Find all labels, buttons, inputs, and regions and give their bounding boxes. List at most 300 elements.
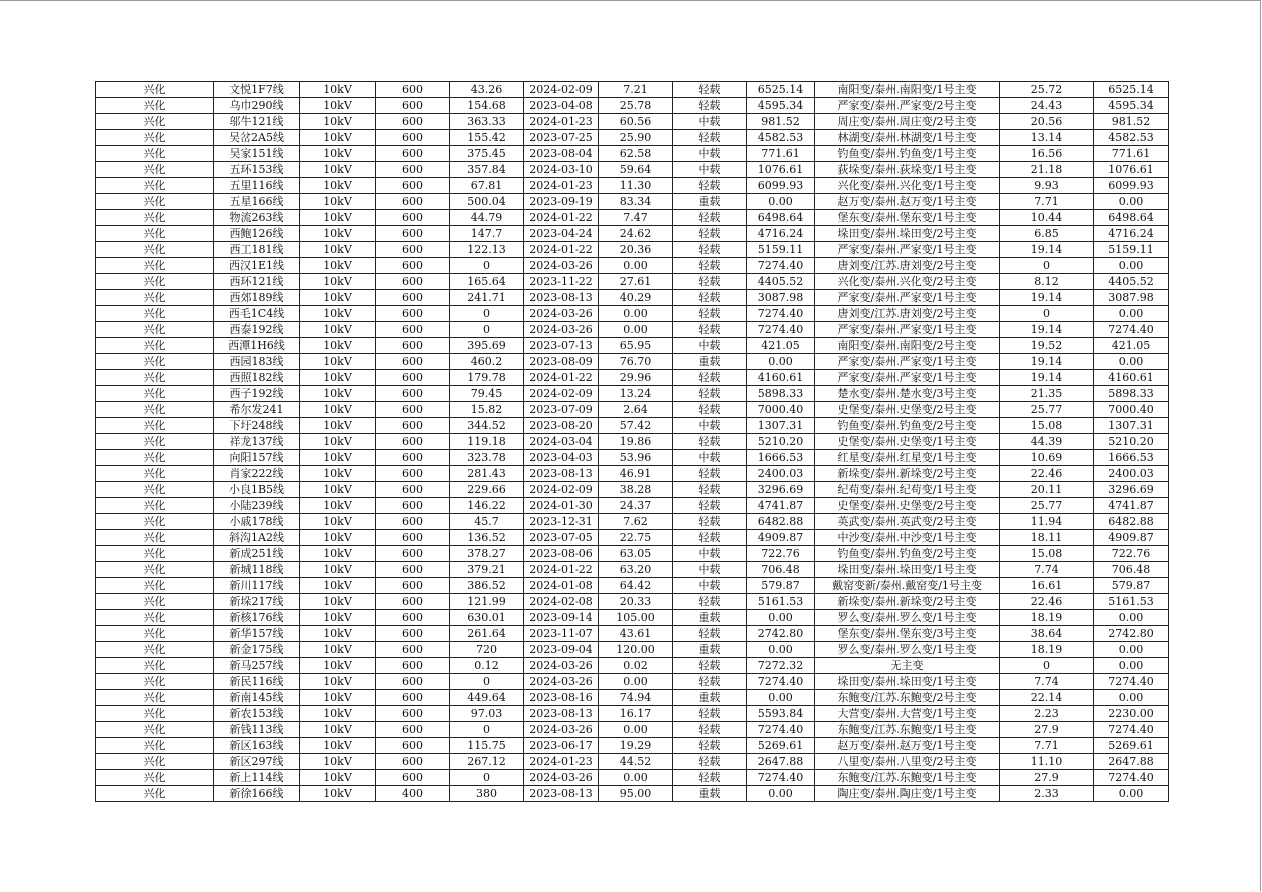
table-row	[96, 242, 1169, 258]
capacity-cell: 600	[376, 130, 450, 146]
available-capacity-cell: 6525.14	[747, 82, 815, 98]
date-cell: 2023-04-08	[524, 98, 599, 114]
region-cell: 兴化	[96, 338, 214, 354]
voltage-cell: 10kV	[300, 770, 376, 786]
voltage-cell: 10kV	[300, 114, 376, 130]
capacity-cell: 600	[376, 482, 450, 498]
load-cell: 67.81	[450, 178, 524, 194]
table-row	[96, 98, 1169, 114]
transformer-load-rate-cell: 25.77	[1000, 402, 1094, 418]
load-status-cell: 中载	[673, 162, 747, 178]
load-rate-cell: 62.58	[599, 146, 673, 162]
table-row	[96, 626, 1169, 642]
date-cell: 2024-01-22	[524, 562, 599, 578]
transformer-load-rate-cell: 15.08	[1000, 418, 1094, 434]
remaining-capacity-cell: 0.00	[1094, 642, 1169, 658]
remaining-capacity-cell: 722.76	[1094, 546, 1169, 562]
region-cell: 兴化	[96, 482, 214, 498]
load-rate-cell: 63.05	[599, 546, 673, 562]
capacity-cell: 600	[376, 642, 450, 658]
line-name-cell: 新南145线	[214, 690, 300, 706]
line-name-cell: 新华157线	[214, 626, 300, 642]
available-capacity-cell: 4716.24	[747, 226, 815, 242]
table-row	[96, 418, 1169, 434]
region-cell: 兴化	[96, 578, 214, 594]
region-cell: 兴化	[96, 738, 214, 754]
table-row	[96, 706, 1169, 722]
table-row	[96, 338, 1169, 354]
available-capacity-cell: 579.87	[747, 578, 815, 594]
remaining-capacity-cell: 2647.88	[1094, 754, 1169, 770]
region-cell: 兴化	[96, 226, 214, 242]
date-cell: 2023-12-31	[524, 514, 599, 530]
remaining-capacity-cell: 1666.53	[1094, 450, 1169, 466]
voltage-cell: 10kV	[300, 210, 376, 226]
load-status-cell: 轻载	[673, 434, 747, 450]
capacity-cell: 600	[376, 450, 450, 466]
line-name-cell: 西毛1C4线	[214, 306, 300, 322]
remaining-capacity-cell: 3087.98	[1094, 290, 1169, 306]
load-rate-cell: 2.64	[599, 402, 673, 418]
date-cell: 2023-06-17	[524, 738, 599, 754]
load-cell: 0	[450, 258, 524, 274]
remaining-capacity-cell: 0.00	[1094, 690, 1169, 706]
line-name-cell: 五环153线	[214, 162, 300, 178]
capacity-cell: 600	[376, 578, 450, 594]
table-row	[96, 514, 1169, 530]
load-status-cell: 重载	[673, 610, 747, 626]
table-row	[96, 226, 1169, 242]
line-name-cell: 西泰192线	[214, 322, 300, 338]
remaining-capacity-cell: 0.00	[1094, 258, 1169, 274]
transformer-cell: 新垛变/泰州.新垛变/2号主变	[815, 466, 1000, 482]
capacity-cell: 600	[376, 498, 450, 514]
load-rate-cell: 20.36	[599, 242, 673, 258]
load-cell: 630.01	[450, 610, 524, 626]
load-status-cell: 轻载	[673, 706, 747, 722]
line-name-cell: 新区297线	[214, 754, 300, 770]
load-status-cell: 重载	[673, 194, 747, 210]
voltage-cell: 10kV	[300, 338, 376, 354]
load-rate-cell: 22.75	[599, 530, 673, 546]
available-capacity-cell: 981.52	[747, 114, 815, 130]
date-cell: 2024-03-26	[524, 674, 599, 690]
available-capacity-cell: 7274.40	[747, 770, 815, 786]
transformer-load-rate-cell: 7.71	[1000, 194, 1094, 210]
table-row	[96, 130, 1169, 146]
capacity-cell: 600	[376, 82, 450, 98]
date-cell: 2023-08-20	[524, 418, 599, 434]
remaining-capacity-cell: 2400.03	[1094, 466, 1169, 482]
voltage-cell: 10kV	[300, 418, 376, 434]
voltage-cell: 10kV	[300, 498, 376, 514]
load-status-cell: 轻载	[673, 754, 747, 770]
date-cell: 2023-07-13	[524, 338, 599, 354]
region-cell: 兴化	[96, 162, 214, 178]
transformer-cell: 钓鱼变/泰州.钓鱼变/2号主变	[815, 546, 1000, 562]
line-name-cell: 新钱113线	[214, 722, 300, 738]
load-rate-cell: 0.00	[599, 674, 673, 690]
date-cell: 2024-01-23	[524, 114, 599, 130]
transformer-cell: 史堡变/泰州.史堡变/2号主变	[815, 498, 1000, 514]
line-name-cell: 西照182线	[214, 370, 300, 386]
voltage-cell: 10kV	[300, 178, 376, 194]
line-name-cell: 新马257线	[214, 658, 300, 674]
voltage-cell: 10kV	[300, 242, 376, 258]
voltage-cell: 10kV	[300, 386, 376, 402]
load-rate-cell: 25.90	[599, 130, 673, 146]
load-cell: 395.69	[450, 338, 524, 354]
line-name-cell: 新成251线	[214, 546, 300, 562]
transformer-load-rate-cell: 18.19	[1000, 610, 1094, 626]
date-cell: 2024-02-09	[524, 82, 599, 98]
load-cell: 165.64	[450, 274, 524, 290]
transformer-cell: 罗么变/泰州.罗么变/1号主变	[815, 610, 1000, 626]
load-cell: 179.78	[450, 370, 524, 386]
line-name-cell: 邬牛121线	[214, 114, 300, 130]
table-row	[96, 594, 1169, 610]
voltage-cell: 10kV	[300, 546, 376, 562]
load-cell: 229.66	[450, 482, 524, 498]
line-name-cell: 祥龙137线	[214, 434, 300, 450]
region-cell: 兴化	[96, 114, 214, 130]
transformer-load-rate-cell: 8.12	[1000, 274, 1094, 290]
date-cell: 2023-09-04	[524, 642, 599, 658]
voltage-cell: 10kV	[300, 274, 376, 290]
voltage-cell: 10kV	[300, 674, 376, 690]
voltage-cell: 10kV	[300, 658, 376, 674]
remaining-capacity-cell: 7274.40	[1094, 674, 1169, 690]
load-cell: 241.71	[450, 290, 524, 306]
load-cell: 121.99	[450, 594, 524, 610]
load-rate-cell: 24.37	[599, 498, 673, 514]
load-status-cell: 中载	[673, 114, 747, 130]
transformer-cell: 堡东变/泰州.堡东变/3号主变	[815, 626, 1000, 642]
available-capacity-cell: 6498.64	[747, 210, 815, 226]
transformer-cell: 东鲍变/江苏.东鲍变/2号主变	[815, 690, 1000, 706]
load-rate-cell: 19.86	[599, 434, 673, 450]
voltage-cell: 10kV	[300, 594, 376, 610]
region-cell: 兴化	[96, 322, 214, 338]
table-row	[96, 738, 1169, 754]
line-name-cell: 新上114线	[214, 770, 300, 786]
transformer-cell: 垛田变/泰州.垛田变/1号主变	[815, 562, 1000, 578]
load-rate-cell: 13.24	[599, 386, 673, 402]
load-rate-cell: 76.70	[599, 354, 673, 370]
available-capacity-cell: 7000.40	[747, 402, 815, 418]
available-capacity-cell: 0.00	[747, 354, 815, 370]
region-cell: 兴化	[96, 434, 214, 450]
region-cell: 兴化	[96, 82, 214, 98]
capacity-cell: 600	[376, 594, 450, 610]
capacity-cell: 600	[376, 722, 450, 738]
available-capacity-cell: 7274.40	[747, 258, 815, 274]
transformer-cell: 周庄变/泰州.周庄变/2号主变	[815, 114, 1000, 130]
load-status-cell: 轻载	[673, 498, 747, 514]
region-cell: 兴化	[96, 642, 214, 658]
load-rate-cell: 95.00	[599, 786, 673, 802]
load-cell: 323.78	[450, 450, 524, 466]
transformer-load-rate-cell: 11.10	[1000, 754, 1094, 770]
transformer-cell: 史堡变/泰州.史堡变/2号主变	[815, 402, 1000, 418]
available-capacity-cell: 0.00	[747, 786, 815, 802]
load-cell: 154.68	[450, 98, 524, 114]
date-cell: 2023-08-13	[524, 290, 599, 306]
table-row	[96, 194, 1169, 210]
remaining-capacity-cell: 421.05	[1094, 338, 1169, 354]
voltage-cell: 10kV	[300, 322, 376, 338]
table-row	[96, 290, 1169, 306]
remaining-capacity-cell: 5159.11	[1094, 242, 1169, 258]
transformer-cell: 红星变/泰州.红星变/1号主变	[815, 450, 1000, 466]
remaining-capacity-cell: 1307.31	[1094, 418, 1169, 434]
load-status-cell: 中载	[673, 562, 747, 578]
table-row	[96, 578, 1169, 594]
line-name-cell: 斜沟1A2线	[214, 530, 300, 546]
date-cell: 2023-07-09	[524, 402, 599, 418]
load-status-cell: 重载	[673, 354, 747, 370]
load-cell: 79.45	[450, 386, 524, 402]
transformer-load-rate-cell: 9.93	[1000, 178, 1094, 194]
capacity-cell: 600	[376, 354, 450, 370]
date-cell: 2024-02-09	[524, 482, 599, 498]
transformer-load-rate-cell: 22.46	[1000, 594, 1094, 610]
transformer-cell: 无主变	[815, 658, 1000, 674]
load-rate-cell: 40.29	[599, 290, 673, 306]
remaining-capacity-cell: 7274.40	[1094, 322, 1169, 338]
load-rate-cell: 38.28	[599, 482, 673, 498]
region-cell: 兴化	[96, 386, 214, 402]
region-cell: 兴化	[96, 98, 214, 114]
line-name-cell: 西汉1E1线	[214, 258, 300, 274]
table-row	[96, 482, 1169, 498]
load-status-cell: 重载	[673, 690, 747, 706]
capacity-cell: 600	[376, 274, 450, 290]
remaining-capacity-cell: 2230.00	[1094, 706, 1169, 722]
capacity-cell: 600	[376, 738, 450, 754]
transformer-cell: 唐刘变/江苏.唐刘变/2号主变	[815, 258, 1000, 274]
load-rate-cell: 0.00	[599, 322, 673, 338]
capacity-cell: 600	[376, 306, 450, 322]
transformer-cell: 英武变/泰州.英武变/2号主变	[815, 514, 1000, 530]
transformer-load-rate-cell: 6.85	[1000, 226, 1094, 242]
voltage-cell: 10kV	[300, 578, 376, 594]
transformer-load-rate-cell: 16.56	[1000, 146, 1094, 162]
date-cell: 2023-08-16	[524, 690, 599, 706]
region-cell: 兴化	[96, 306, 214, 322]
load-rate-cell: 0.00	[599, 258, 673, 274]
transformer-cell: 荻垛变/泰州.荻垛变/1号主变	[815, 162, 1000, 178]
load-cell: 386.52	[450, 578, 524, 594]
available-capacity-cell: 4405.52	[747, 274, 815, 290]
remaining-capacity-cell: 5898.33	[1094, 386, 1169, 402]
region-cell: 兴化	[96, 690, 214, 706]
capacity-cell: 600	[376, 418, 450, 434]
transformer-cell: 赵万变/泰州.赵万变/1号主变	[815, 738, 1000, 754]
load-status-cell: 轻载	[673, 322, 747, 338]
date-cell: 2024-01-22	[524, 370, 599, 386]
capacity-cell: 600	[376, 98, 450, 114]
table-row	[96, 642, 1169, 658]
transformer-load-rate-cell: 20.11	[1000, 482, 1094, 498]
remaining-capacity-cell: 0.00	[1094, 354, 1169, 370]
table-row	[96, 466, 1169, 482]
table-row	[96, 722, 1169, 738]
line-name-cell: 新区163线	[214, 738, 300, 754]
remaining-capacity-cell: 5269.61	[1094, 738, 1169, 754]
load-rate-cell: 65.95	[599, 338, 673, 354]
capacity-cell: 600	[376, 178, 450, 194]
table-row	[96, 690, 1169, 706]
transformer-load-rate-cell: 25.77	[1000, 498, 1094, 514]
load-rate-cell: 0.02	[599, 658, 673, 674]
load-cell: 115.75	[450, 738, 524, 754]
available-capacity-cell: 7274.40	[747, 722, 815, 738]
voltage-cell: 10kV	[300, 706, 376, 722]
load-status-cell: 轻载	[673, 210, 747, 226]
region-cell: 兴化	[96, 402, 214, 418]
capacity-cell: 600	[376, 162, 450, 178]
available-capacity-cell: 1307.31	[747, 418, 815, 434]
voltage-cell: 10kV	[300, 194, 376, 210]
load-rate-cell: 53.96	[599, 450, 673, 466]
remaining-capacity-cell: 4582.53	[1094, 130, 1169, 146]
date-cell: 2024-02-09	[524, 386, 599, 402]
transformer-load-rate-cell: 7.71	[1000, 738, 1094, 754]
region-cell: 兴化	[96, 130, 214, 146]
load-cell: 380	[450, 786, 524, 802]
table-row	[96, 530, 1169, 546]
load-rate-cell: 0.00	[599, 722, 673, 738]
load-cell: 45.7	[450, 514, 524, 530]
line-name-cell: 新金175线	[214, 642, 300, 658]
line-name-cell: 新民116线	[214, 674, 300, 690]
capacity-cell: 400	[376, 786, 450, 802]
voltage-cell: 10kV	[300, 690, 376, 706]
transformer-load-rate-cell: 18.19	[1000, 642, 1094, 658]
load-cell: 43.26	[450, 82, 524, 98]
load-cell: 146.22	[450, 498, 524, 514]
remaining-capacity-cell: 4595.34	[1094, 98, 1169, 114]
table-row	[96, 162, 1169, 178]
table-row	[96, 386, 1169, 402]
transformer-load-rate-cell: 18.11	[1000, 530, 1094, 546]
table-row	[96, 210, 1169, 226]
voltage-cell: 10kV	[300, 402, 376, 418]
available-capacity-cell: 0.00	[747, 194, 815, 210]
region-cell: 兴化	[96, 258, 214, 274]
transformer-load-rate-cell: 27.9	[1000, 722, 1094, 738]
load-status-cell: 轻载	[673, 402, 747, 418]
capacity-cell: 600	[376, 546, 450, 562]
available-capacity-cell: 706.48	[747, 562, 815, 578]
table-row	[96, 82, 1169, 98]
transformer-load-rate-cell: 19.14	[1000, 354, 1094, 370]
date-cell: 2023-08-13	[524, 706, 599, 722]
transformer-load-rate-cell: 44.39	[1000, 434, 1094, 450]
available-capacity-cell: 0.00	[747, 642, 815, 658]
load-rate-cell: 19.29	[599, 738, 673, 754]
table-row	[96, 258, 1169, 274]
transformer-cell: 钓鱼变/泰州.钓鱼变/2号主变	[815, 418, 1000, 434]
date-cell: 2023-11-07	[524, 626, 599, 642]
region-cell: 兴化	[96, 594, 214, 610]
voltage-cell: 10kV	[300, 722, 376, 738]
load-rate-cell: 20.33	[599, 594, 673, 610]
load-cell: 378.27	[450, 546, 524, 562]
capacity-cell: 600	[376, 626, 450, 642]
line-name-cell: 五星166线	[214, 194, 300, 210]
voltage-cell: 10kV	[300, 642, 376, 658]
load-status-cell: 重载	[673, 786, 747, 802]
available-capacity-cell: 5593.84	[747, 706, 815, 722]
region-cell: 兴化	[96, 610, 214, 626]
transformer-cell: 唐刘变/江苏.唐刘变/2号主变	[815, 306, 1000, 322]
load-cell: 357.84	[450, 162, 524, 178]
transformer-cell: 罗么变/泰州.罗么变/1号主变	[815, 642, 1000, 658]
available-capacity-cell: 4909.87	[747, 530, 815, 546]
load-status-cell: 中载	[673, 546, 747, 562]
date-cell: 2024-01-30	[524, 498, 599, 514]
table-row	[96, 498, 1169, 514]
date-cell: 2023-08-09	[524, 354, 599, 370]
available-capacity-cell: 5161.53	[747, 594, 815, 610]
capacity-cell: 600	[376, 562, 450, 578]
line-name-cell: 乌巾290线	[214, 98, 300, 114]
transformer-cell: 兴化变/泰州.兴化变/2号主变	[815, 274, 1000, 290]
load-status-cell: 轻载	[673, 594, 747, 610]
remaining-capacity-cell: 5161.53	[1094, 594, 1169, 610]
line-name-cell: 小陆239线	[214, 498, 300, 514]
available-capacity-cell: 1666.53	[747, 450, 815, 466]
load-cell: 119.18	[450, 434, 524, 450]
transformer-cell: 陶庄变/泰州.陶庄变/1号主变	[815, 786, 1000, 802]
capacity-cell: 600	[376, 754, 450, 770]
transformer-load-rate-cell: 0	[1000, 658, 1094, 674]
table-row	[96, 306, 1169, 322]
capacity-cell: 600	[376, 338, 450, 354]
load-status-cell: 中载	[673, 146, 747, 162]
load-status-cell: 轻载	[673, 530, 747, 546]
transformer-cell: 钓鱼变/泰州.钓鱼变/1号主变	[815, 146, 1000, 162]
available-capacity-cell: 6099.93	[747, 178, 815, 194]
transformer-load-rate-cell: 10.44	[1000, 210, 1094, 226]
load-status-cell: 中载	[673, 450, 747, 466]
transformer-cell: 严家变/泰州.严家变/1号主变	[815, 370, 1000, 386]
transformer-load-rate-cell: 7.74	[1000, 674, 1094, 690]
available-capacity-cell: 7274.40	[747, 322, 815, 338]
table-row	[96, 674, 1169, 690]
date-cell: 2023-08-13	[524, 786, 599, 802]
load-rate-cell: 29.96	[599, 370, 673, 386]
load-rate-cell: 7.47	[599, 210, 673, 226]
date-cell: 2024-03-26	[524, 306, 599, 322]
load-rate-cell: 74.94	[599, 690, 673, 706]
capacity-cell: 600	[376, 658, 450, 674]
transformer-load-rate-cell: 2.23	[1000, 706, 1094, 722]
remaining-capacity-cell: 0.00	[1094, 194, 1169, 210]
transformer-cell: 林湖变/泰州.林湖变/1号主变	[815, 130, 1000, 146]
load-status-cell: 轻载	[673, 674, 747, 690]
transformer-load-rate-cell: 38.64	[1000, 626, 1094, 642]
load-status-cell: 轻载	[673, 770, 747, 786]
capacity-cell: 600	[376, 226, 450, 242]
load-rate-cell: 120.00	[599, 642, 673, 658]
line-name-cell: 西鲍126线	[214, 226, 300, 242]
region-cell: 兴化	[96, 418, 214, 434]
date-cell: 2024-01-22	[524, 242, 599, 258]
date-cell: 2023-04-03	[524, 450, 599, 466]
